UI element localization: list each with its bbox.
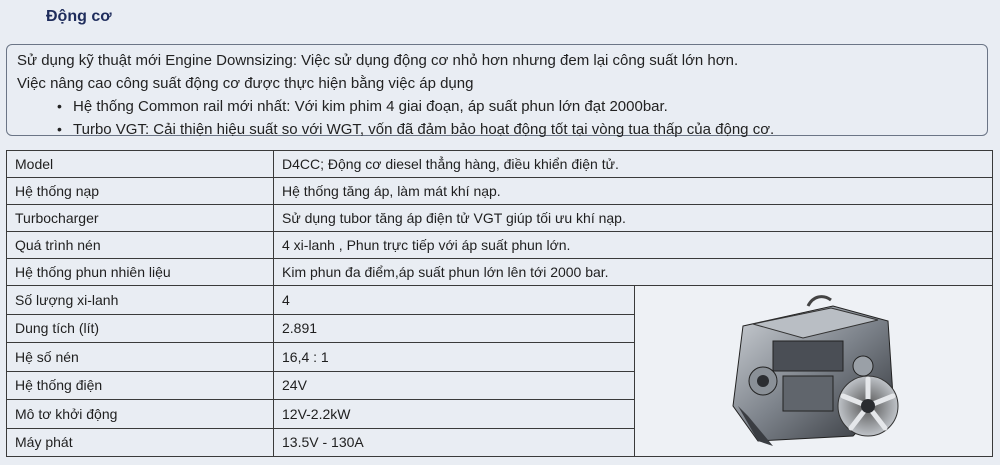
spec-value: Sử dụng tubor tăng áp điện tử VGT giúp tối ưu khí nạp.	[274, 205, 993, 232]
spec-value: Hệ thống tăng áp, làm mát khí nạp.	[274, 178, 993, 205]
intro-bullet	[57, 95, 987, 118]
spec-value: 16,4 : 1	[274, 343, 635, 372]
engine-image-cell	[635, 286, 993, 457]
spec-label: Turbocharger	[7, 205, 274, 232]
table-row	[7, 232, 993, 259]
intro-line: Sử dụng kỹ thuật mới Engine Downsizing: Việc sử dụng động cơ nhỏ hơn nhưng đem lại công suất lớn hơn.	[17, 52, 739, 69]
table-row	[7, 151, 993, 178]
spec-label: Dung tích (lít)	[7, 314, 274, 343]
table-row	[7, 259, 993, 286]
spec-value: 13.5V - 130A	[274, 428, 635, 457]
spec-label: Quá trình nén	[7, 232, 274, 259]
table-row	[7, 205, 993, 232]
spec-table	[6, 150, 993, 457]
bullet-icon: •	[57, 121, 62, 137]
spec-value: 2.891	[274, 314, 635, 343]
intro-bullet-text: Turbo VGT: Cải thiện hiệu suất so với WGT, vốn đã đảm bảo hoạt động tốt tại vòng tua thấp của động cơ.	[73, 121, 775, 138]
spec-label: Hệ thống nạp	[7, 178, 274, 205]
spec-label: Số lượng xi-lanh	[7, 286, 274, 315]
table-row	[7, 286, 993, 315]
spec-value: 4 xi-lanh , Phun trực tiếp với áp suất phun lớn.	[274, 232, 993, 259]
spec-label: Hệ thống điện	[7, 371, 274, 400]
table-row	[7, 178, 993, 205]
spec-value: 4	[274, 286, 635, 315]
page-title: Động cơ	[46, 8, 112, 25]
spec-value: 24V	[274, 371, 635, 400]
spec-label: Hệ thống phun nhiên liệu	[7, 259, 274, 286]
intro-box	[6, 44, 988, 136]
intro-bullet	[57, 118, 987, 141]
spec-value: 12V-2.2kW	[274, 400, 635, 429]
intro-bullet-list	[17, 95, 987, 141]
intro-bullet-text: Hệ thống Common rail mới nhất: Với kim phim 4 giai đoạn, áp suất phun lớn đạt 2000bar.	[73, 98, 668, 115]
spec-value: D4CC; Động cơ diesel thẳng hàng, điều khiển điện tử.	[274, 151, 993, 178]
engine-image	[713, 286, 923, 456]
spec-label: Hệ số nén	[7, 343, 274, 372]
spec-label: Model	[7, 151, 274, 178]
intro-line: Việc nâng cao công suất động cơ được thực hiện bằng việc áp dụng	[17, 75, 474, 92]
bullet-icon: •	[57, 98, 62, 114]
spec-label: Máy phát	[7, 428, 274, 457]
spec-value: Kim phun đa điểm,áp suất phun lớn lên tới 2000 bar.	[274, 259, 993, 286]
spec-label: Mô tơ khởi động	[7, 400, 274, 429]
